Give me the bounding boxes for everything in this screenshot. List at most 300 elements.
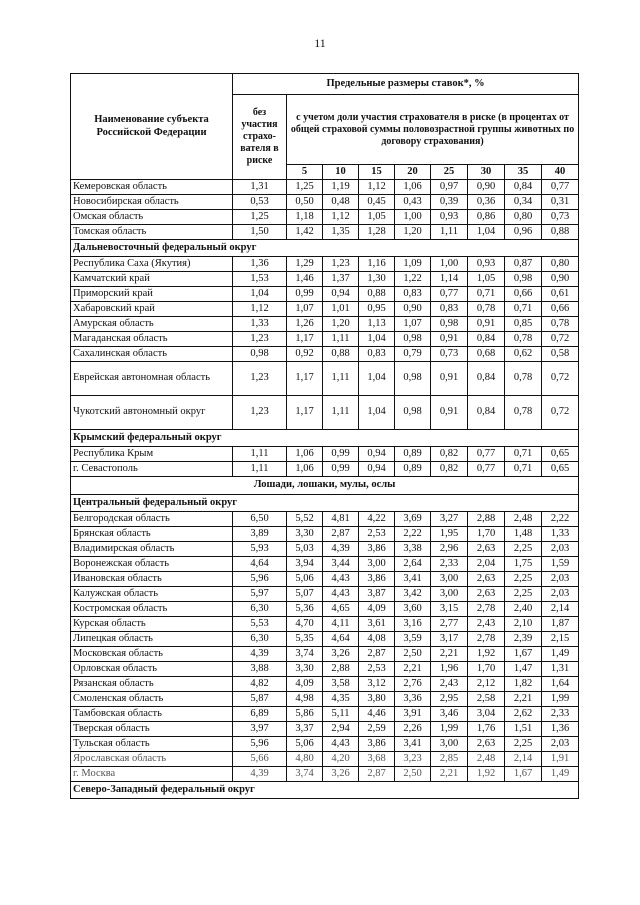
rate-with-participation: 3,60 <box>395 602 431 617</box>
rate-with-participation: 3,68 <box>359 752 395 767</box>
rate-without-participation: 0,53 <box>233 195 287 210</box>
rate-with-participation: 0,72 <box>542 332 579 347</box>
rate-with-participation: 0,66 <box>542 302 579 317</box>
rate-with-participation: 0,91 <box>431 396 468 430</box>
rate-with-participation: 2,87 <box>323 527 359 542</box>
region-name: Магаданская область <box>71 332 233 347</box>
rate-with-participation: 2,48 <box>468 752 505 767</box>
rate-with-participation: 0,99 <box>287 287 323 302</box>
rate-without-participation: 5,53 <box>233 617 287 632</box>
rate-with-participation: 0,31 <box>542 195 579 210</box>
share-percent-header: 15 <box>359 165 395 180</box>
region-name: Курская область <box>71 617 233 632</box>
rate-with-participation: 1,22 <box>395 272 431 287</box>
rate-with-participation: 2,59 <box>359 722 395 737</box>
rate-with-participation: 3,17 <box>431 632 468 647</box>
rate-with-participation: 1,11 <box>323 396 359 430</box>
district-heading: Центральный федеральный округ <box>71 495 579 512</box>
rate-without-participation: 1,11 <box>233 447 287 462</box>
table-row <box>71 195 579 210</box>
table-row <box>71 632 579 647</box>
share-percent-header: 35 <box>505 165 542 180</box>
rate-without-participation: 4,39 <box>233 767 287 782</box>
rate-with-participation: 0,95 <box>359 302 395 317</box>
rate-with-participation: 1,12 <box>359 180 395 195</box>
rate-with-participation: 1,67 <box>505 647 542 662</box>
rate-with-participation: 3,61 <box>359 617 395 632</box>
table-row <box>71 257 579 272</box>
rate-with-participation: 2,87 <box>359 767 395 782</box>
table-row <box>71 332 579 347</box>
rate-with-participation: 1,18 <box>287 210 323 225</box>
rate-without-participation: 1,11 <box>233 462 287 477</box>
table-row <box>71 542 579 557</box>
rate-without-participation: 4,64 <box>233 557 287 572</box>
table-row <box>71 617 579 632</box>
rate-with-participation: 3,46 <box>431 707 468 722</box>
rate-with-participation: 2,21 <box>431 767 468 782</box>
rate-with-participation: 3,86 <box>359 572 395 587</box>
table-row <box>71 602 579 617</box>
rate-with-participation: 0,88 <box>542 225 579 240</box>
rate-with-participation: 2,95 <box>431 692 468 707</box>
table-row <box>71 707 579 722</box>
rate-with-participation: 5,11 <box>323 707 359 722</box>
rate-with-participation: 0,71 <box>505 447 542 462</box>
rate-with-participation: 2,33 <box>542 707 579 722</box>
rate-without-participation: 3,88 <box>233 662 287 677</box>
rate-with-participation: 0,58 <box>542 347 579 362</box>
rate-with-participation: 4,46 <box>359 707 395 722</box>
rate-with-participation: 3,87 <box>359 587 395 602</box>
rate-with-participation: 0,82 <box>431 447 468 462</box>
share-percent-header: 5 <box>287 165 323 180</box>
district-heading: Дальневосточный федеральный округ <box>71 240 579 257</box>
rate-with-participation: 0,36 <box>468 195 505 210</box>
table-row <box>71 210 579 225</box>
rate-with-participation: 2,03 <box>542 587 579 602</box>
rate-with-participation: 1,70 <box>468 662 505 677</box>
rate-with-participation: 2,78 <box>468 632 505 647</box>
rate-with-participation: 1,04 <box>468 225 505 240</box>
rates-group-header: Предельные размеры ставок*, % <box>233 74 579 95</box>
rate-with-participation: 2,15 <box>542 632 579 647</box>
rate-without-participation: 6,30 <box>233 632 287 647</box>
region-name: Республика Саха (Якутия) <box>71 257 233 272</box>
rate-with-participation: 0,72 <box>542 362 579 396</box>
rate-with-participation: 0,89 <box>395 462 431 477</box>
rate-with-participation: 0,97 <box>431 180 468 195</box>
rate-with-participation: 3,30 <box>287 527 323 542</box>
rate-with-participation: 4,98 <box>287 692 323 707</box>
rate-with-participation: 4,43 <box>323 587 359 602</box>
region-name: Орловская область <box>71 662 233 677</box>
rate-with-participation: 0,82 <box>431 462 468 477</box>
table-row <box>71 447 579 462</box>
rate-with-participation: 1,51 <box>505 722 542 737</box>
rate-with-participation: 1,47 <box>505 662 542 677</box>
rate-with-participation: 1,12 <box>323 210 359 225</box>
rate-with-participation: 1,42 <box>287 225 323 240</box>
rate-without-participation: 1,12 <box>233 302 287 317</box>
table-row <box>71 272 579 287</box>
rate-with-participation: 1,00 <box>431 257 468 272</box>
region-name: Кемеровская область <box>71 180 233 195</box>
rate-with-participation: 3,00 <box>431 572 468 587</box>
rate-with-participation: 2,14 <box>505 752 542 767</box>
rate-with-participation: 5,35 <box>287 632 323 647</box>
rate-with-participation: 1,20 <box>323 317 359 332</box>
rate-with-participation: 0,92 <box>287 347 323 362</box>
rate-with-participation: 0,68 <box>468 347 505 362</box>
region-name: Сахалинская область <box>71 347 233 362</box>
rate-with-participation: 1,07 <box>287 302 323 317</box>
rate-with-participation: 5,06 <box>287 572 323 587</box>
rate-with-participation: 1,30 <box>359 272 395 287</box>
rate-with-participation: 5,52 <box>287 512 323 527</box>
rate-with-participation: 0,80 <box>505 210 542 225</box>
rate-with-participation: 3,86 <box>359 737 395 752</box>
region-name: г. Москва <box>71 767 233 782</box>
rate-with-participation: 0,84 <box>468 396 505 430</box>
rate-with-participation: 3,26 <box>323 767 359 782</box>
rate-with-participation: 2,64 <box>395 557 431 572</box>
rate-with-participation: 4,81 <box>323 512 359 527</box>
rate-with-participation: 2,04 <box>468 557 505 572</box>
rate-with-participation: 5,03 <box>287 542 323 557</box>
rate-with-participation: 2,22 <box>395 527 431 542</box>
rate-with-participation: 1,17 <box>287 396 323 430</box>
region-name: Омская область <box>71 210 233 225</box>
rate-with-participation: 2,03 <box>542 737 579 752</box>
region-name: Брянская область <box>71 527 233 542</box>
rate-with-participation: 3,74 <box>287 647 323 662</box>
table-row <box>71 557 579 572</box>
region-name: Калужская область <box>71 587 233 602</box>
rate-with-participation: 0,99 <box>323 447 359 462</box>
rate-with-participation: 2,63 <box>468 737 505 752</box>
insurance-rates-table <box>70 73 579 799</box>
rate-with-participation: 1,95 <box>431 527 468 542</box>
rate-with-participation: 1,92 <box>468 647 505 662</box>
rate-with-participation: 1,37 <box>323 272 359 287</box>
rate-with-participation: 2,77 <box>431 617 468 632</box>
rate-with-participation: 0,98 <box>505 272 542 287</box>
rate-with-participation: 1,23 <box>323 257 359 272</box>
region-name: Ивановская область <box>71 572 233 587</box>
rate-with-participation: 0,62 <box>505 347 542 362</box>
rate-with-participation: 2,63 <box>468 572 505 587</box>
rate-without-participation: 1,23 <box>233 362 287 396</box>
rate-with-participation: 1,07 <box>395 317 431 332</box>
share-percent-header: 10 <box>323 165 359 180</box>
rate-with-participation: 1,59 <box>542 557 579 572</box>
table-row <box>71 225 579 240</box>
animal-group-heading: Лошади, лошаки, мулы, ослы <box>71 477 579 495</box>
rate-with-participation: 2,03 <box>542 572 579 587</box>
rate-with-participation: 2,25 <box>505 572 542 587</box>
rate-with-participation: 1,82 <box>505 677 542 692</box>
rate-without-participation: 1,25 <box>233 210 287 225</box>
rate-with-participation: 4,65 <box>323 602 359 617</box>
rate-with-participation: 1,04 <box>359 332 395 347</box>
district-section-row <box>71 782 579 799</box>
rate-with-participation: 1,06 <box>287 462 323 477</box>
rate-with-participation: 0,66 <box>505 287 542 302</box>
rate-with-participation: 3,59 <box>395 632 431 647</box>
rate-with-participation: 1,35 <box>323 225 359 240</box>
rate-with-participation: 0,39 <box>431 195 468 210</box>
table-row <box>71 767 579 782</box>
rate-with-participation: 0,71 <box>468 287 505 302</box>
rate-with-participation: 1,19 <box>323 180 359 195</box>
rate-with-participation: 2,88 <box>468 512 505 527</box>
table-row <box>71 572 579 587</box>
rate-with-participation: 2,63 <box>468 587 505 602</box>
rate-with-participation: 0,98 <box>395 362 431 396</box>
rate-with-participation: 2,85 <box>431 752 468 767</box>
rate-with-participation: 3,44 <box>323 557 359 572</box>
rate-with-participation: 0,90 <box>468 180 505 195</box>
rate-without-participation: 3,97 <box>233 722 287 737</box>
rate-with-participation: 1,92 <box>468 767 505 782</box>
rate-with-participation: 0,89 <box>395 447 431 462</box>
rate-with-participation: 3,91 <box>395 707 431 722</box>
table-row <box>71 737 579 752</box>
rate-with-participation: 5,36 <box>287 602 323 617</box>
rate-without-participation: 4,39 <box>233 647 287 662</box>
rate-with-participation: 2,58 <box>468 692 505 707</box>
rate-with-participation: 3,37 <box>287 722 323 737</box>
rate-with-participation: 1,14 <box>431 272 468 287</box>
rate-with-participation: 0,72 <box>542 396 579 430</box>
rate-with-participation: 0,65 <box>542 462 579 477</box>
rate-with-participation: 3,26 <box>323 647 359 662</box>
rate-with-participation: 1,46 <box>287 272 323 287</box>
table-row <box>71 396 579 430</box>
rate-with-participation: 0,90 <box>542 272 579 287</box>
rate-with-participation: 0,71 <box>505 462 542 477</box>
rate-with-participation: 0,84 <box>468 362 505 396</box>
rate-with-participation: 0,98 <box>395 332 431 347</box>
table-row <box>71 527 579 542</box>
rate-with-participation: 1,99 <box>542 692 579 707</box>
rate-with-participation: 0,84 <box>505 180 542 195</box>
region-name: г. Севастополь <box>71 462 233 477</box>
rate-with-participation: 1,31 <box>542 662 579 677</box>
rate-with-participation: 0,88 <box>359 287 395 302</box>
region-name: Еврейская автономная область <box>71 362 233 396</box>
region-name: Костромская область <box>71 602 233 617</box>
rate-with-participation: 2,25 <box>505 587 542 602</box>
rate-with-participation: 1,87 <box>542 617 579 632</box>
table-row <box>71 692 579 707</box>
rate-with-participation: 1,20 <box>395 225 431 240</box>
rate-with-participation: 2,21 <box>505 692 542 707</box>
rate-with-participation: 0,80 <box>542 257 579 272</box>
table-row <box>71 662 579 677</box>
rate-with-participation: 3,00 <box>359 557 395 572</box>
rate-with-participation: 4,43 <box>323 572 359 587</box>
region-name: Смоленская область <box>71 692 233 707</box>
region-name: Республика Крым <box>71 447 233 462</box>
rate-with-participation: 4,09 <box>287 677 323 692</box>
rate-with-participation: 0,83 <box>395 287 431 302</box>
rate-with-participation: 0,93 <box>468 257 505 272</box>
rate-with-participation: 2,25 <box>505 737 542 752</box>
rate-with-participation: 2,21 <box>431 647 468 662</box>
rate-with-participation: 1,17 <box>287 362 323 396</box>
rate-without-participation: 1,23 <box>233 332 287 347</box>
rate-with-participation: 1,06 <box>287 447 323 462</box>
table-row <box>71 677 579 692</box>
rate-with-participation: 4,22 <box>359 512 395 527</box>
rate-with-participation: 3,38 <box>395 542 431 557</box>
rate-with-participation: 2,39 <box>505 632 542 647</box>
rate-without-participation: 1,33 <box>233 317 287 332</box>
rate-with-participation: 2,12 <box>468 677 505 692</box>
rate-with-participation: 2,21 <box>395 662 431 677</box>
rate-without-participation: 5,96 <box>233 737 287 752</box>
rate-without-participation: 6,89 <box>233 707 287 722</box>
rate-with-participation: 3,23 <box>395 752 431 767</box>
rate-with-participation: 0,78 <box>468 302 505 317</box>
rate-with-participation: 0,77 <box>468 447 505 462</box>
rate-with-participation: 2,25 <box>505 542 542 557</box>
share-percent-header: 25 <box>431 165 468 180</box>
rate-with-participation: 1,64 <box>542 677 579 692</box>
rate-with-participation: 1,11 <box>323 362 359 396</box>
rate-with-participation: 3,36 <box>395 692 431 707</box>
rate-with-participation: 1,96 <box>431 662 468 677</box>
rate-with-participation: 0,94 <box>359 447 395 462</box>
table-row <box>71 317 579 332</box>
rate-with-participation: 2,43 <box>431 677 468 692</box>
rate-with-participation: 2,22 <box>542 512 579 527</box>
rate-with-participation: 0,78 <box>542 317 579 332</box>
rate-with-participation: 0,73 <box>431 347 468 362</box>
rate-with-participation: 2,53 <box>359 662 395 677</box>
region-name: Воронежская область <box>71 557 233 572</box>
rate-with-participation: 0,50 <box>287 195 323 210</box>
rate-with-participation: 2,43 <box>468 617 505 632</box>
rate-with-participation: 1,49 <box>542 647 579 662</box>
rate-with-participation: 0,91 <box>468 317 505 332</box>
rate-with-participation: 1,05 <box>468 272 505 287</box>
rate-with-participation: 1,70 <box>468 527 505 542</box>
rate-with-participation: 3,30 <box>287 662 323 677</box>
rate-with-participation: 1,17 <box>287 332 323 347</box>
rate-with-participation: 2,40 <box>505 602 542 617</box>
rate-with-participation: 3,15 <box>431 602 468 617</box>
table-row <box>71 347 579 362</box>
district-section-row <box>71 477 579 495</box>
rate-with-participation: 5,86 <box>287 707 323 722</box>
rate-with-participation: 0,85 <box>505 317 542 332</box>
rate-with-participation: 1,49 <box>542 767 579 782</box>
region-name: Тверская область <box>71 722 233 737</box>
table-row <box>71 302 579 317</box>
rate-with-participation: 4,35 <box>323 692 359 707</box>
page-number: 11 <box>314 36 326 50</box>
rate-with-participation: 1,33 <box>542 527 579 542</box>
table-row <box>71 362 579 396</box>
table-row <box>71 647 579 662</box>
rate-with-participation: 3,42 <box>395 587 431 602</box>
district-section-row <box>71 240 579 257</box>
rate-with-participation: 0,43 <box>395 195 431 210</box>
region-name: Рязанская область <box>71 677 233 692</box>
rate-with-participation: 3,86 <box>359 542 395 557</box>
district-section-row <box>71 495 579 512</box>
rate-with-participation: 0,91 <box>431 362 468 396</box>
rate-with-participation: 5,06 <box>287 737 323 752</box>
rate-with-participation: 3,41 <box>395 572 431 587</box>
rate-with-participation: 0,73 <box>542 210 579 225</box>
share-percent-header: 20 <box>395 165 431 180</box>
rate-with-participation: 0,48 <box>323 195 359 210</box>
rate-with-participation: 3,16 <box>395 617 431 632</box>
rate-with-participation: 1,28 <box>359 225 395 240</box>
rate-with-participation: 3,80 <box>359 692 395 707</box>
rate-without-participation: 1,31 <box>233 180 287 195</box>
rate-with-participation: 2,33 <box>431 557 468 572</box>
rate-with-participation: 2,62 <box>505 707 542 722</box>
rate-without-participation: 5,66 <box>233 752 287 767</box>
rate-with-participation: 2,14 <box>542 602 579 617</box>
rate-with-participation: 0,99 <box>323 462 359 477</box>
rate-with-participation: 0,78 <box>505 396 542 430</box>
district-heading: Крымский федеральный округ <box>71 430 579 447</box>
rate-with-participation: 1,75 <box>505 557 542 572</box>
rate-with-participation: 1,04 <box>359 396 395 430</box>
rate-with-participation: 3,69 <box>395 512 431 527</box>
table-row <box>71 752 579 767</box>
rate-with-participation: 0,79 <box>395 347 431 362</box>
rate-with-participation: 4,11 <box>323 617 359 632</box>
rate-without-participation: 1,53 <box>233 272 287 287</box>
region-name: Ярославская область <box>71 752 233 767</box>
rate-with-participation: 2,78 <box>468 602 505 617</box>
rate-with-participation: 0,83 <box>359 347 395 362</box>
rate-with-participation: 0,71 <box>505 302 542 317</box>
region-name: Чукотский автономный округ <box>71 396 233 430</box>
rate-with-participation: 2,88 <box>323 662 359 677</box>
rate-with-participation: 0,88 <box>323 347 359 362</box>
rate-without-participation: 6,50 <box>233 512 287 527</box>
rate-with-participation: 3,00 <box>431 587 468 602</box>
rate-with-participation: 4,80 <box>287 752 323 767</box>
region-name: Хабаровский край <box>71 302 233 317</box>
rate-with-participation: 2,76 <box>395 677 431 692</box>
rate-without-participation: 0,98 <box>233 347 287 362</box>
rate-with-participation: 3,04 <box>468 707 505 722</box>
rate-with-participation: 0,78 <box>505 332 542 347</box>
region-name: Приморский край <box>71 287 233 302</box>
rate-with-participation: 0,94 <box>323 287 359 302</box>
rate-with-participation: 2,26 <box>395 722 431 737</box>
rate-without-participation: 1,04 <box>233 287 287 302</box>
rate-with-participation: 0,94 <box>359 462 395 477</box>
region-name: Белгородская область <box>71 512 233 527</box>
rate-with-participation: 0,93 <box>431 210 468 225</box>
rate-with-participation: 2,03 <box>542 542 579 557</box>
rate-with-participation: 0,45 <box>359 195 395 210</box>
rate-with-participation: 1,48 <box>505 527 542 542</box>
rate-with-participation: 0,65 <box>542 447 579 462</box>
rate-with-participation: 1,25 <box>287 180 323 195</box>
rate-without-participation: 3,89 <box>233 527 287 542</box>
